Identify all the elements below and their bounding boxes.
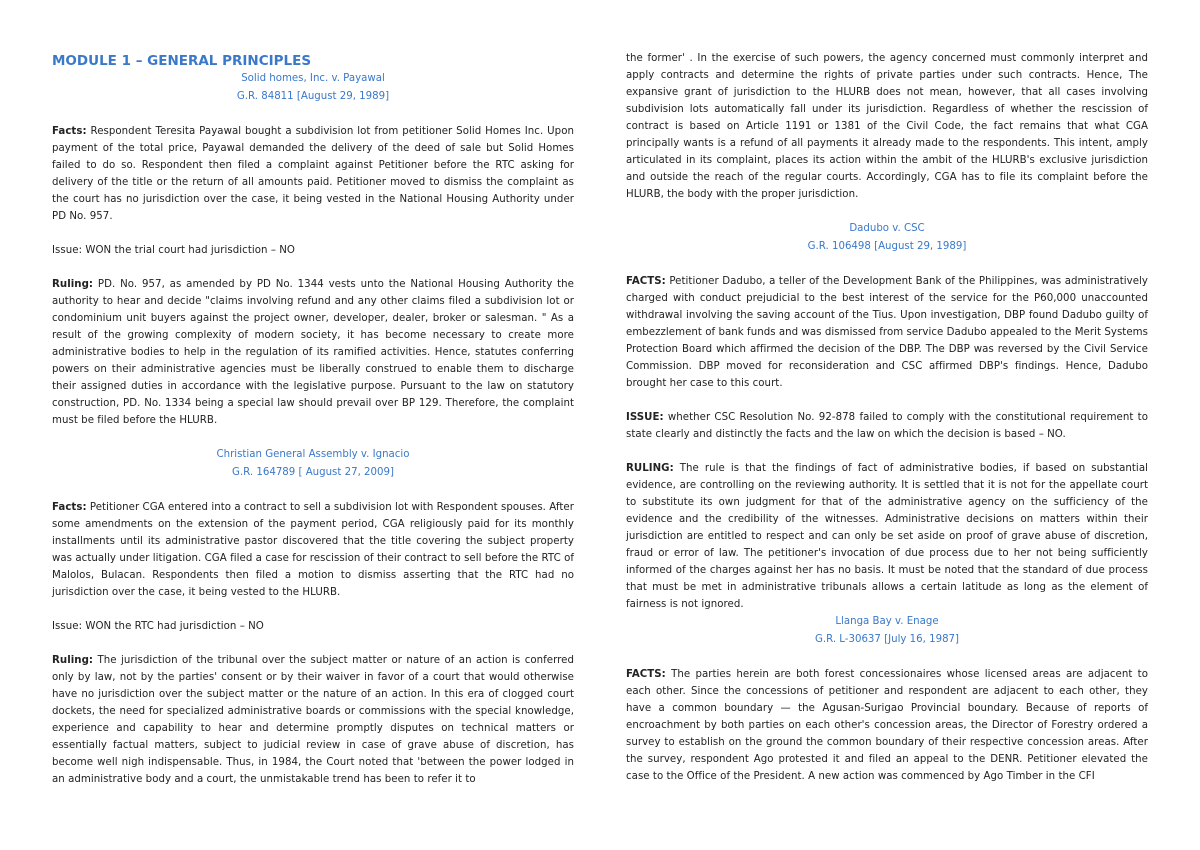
case-gr-number: G.R. 84811 [August 29, 1989] bbox=[236, 91, 390, 102]
case-gr-number: G.R. L-30637 [July 16, 1987] bbox=[814, 634, 960, 645]
case-gr-number: G.R. 106498 [August 29, 1989] bbox=[807, 241, 967, 252]
issue-paragraph: ISSUE: whether CSC Resolution No. 92-878 failed to comply with the constitutional requirement to state clearly and distinctly the facts and the law on which the decision is based – NO. bbox=[626, 412, 1148, 440]
ruling-paragraph: RULING: The rule is that the findings of fact of administrative bodies, if based on substantial evidence, are controlling on the reviewing authority. It is settled that it is not for the appellate court to substitute its own judgment for that of the administrative agency on the sufficiency of the evidence and the credibility of the witnesses. Administrative decisions on matters within their jurisdiction are entitled to respect and can only be set aside on proof of grave abuse of discretion, fraud or error of law. The petitioner's invocation of due process due to her not being sufficiently informed of the charges against her has no basis. It must be noted that the standard of due process that must be met in administrative tribunals allows a certain latitude as long as the element of fairness is not ignored. bbox=[626, 463, 1148, 610]
issue-paragraph: Issue: WON the RTC had jurisdiction – NO bbox=[52, 621, 264, 632]
ruling-paragraph: Ruling: PD. No. 957, as amended by PD No. 1344 vests unto the National Housing Authority the authority to hear and decide "claims involving refund and any other claims filed a subdivision lot or condominium unit buyers against the project owner, developer, dealer, broker or salesman. " As a result of the growing complexity of modern society, it has become necessary to create more administrative bodies to help in the regulation of its ramified activities. Hence, statutes conferring powers on their administrative agencies must be liberally construed to enable them to discharge their assigned duties in accordance with the legislative purpose. Pursuant to the law on statutory construction, PD. No. 1334 being a special law should prevail over BP 129. Therefore, the complaint must be filed before the HLURB. bbox=[52, 279, 574, 426]
left-column bbox=[52, 50, 574, 788]
case-title: Llanga Bay v. Enage bbox=[835, 616, 939, 627]
module-title: MODULE 1 – GENERAL PRINCIPLES bbox=[52, 53, 312, 69]
right-column bbox=[626, 50, 1148, 785]
facts-paragraph: Facts: Petitioner CGA entered into a contract to sell a subdivision lot with Respondent spouses. After some amendments on the extension of the payment period, CGA religiously paid for its monthly installments until its administrative pastor discovered that the title covering the subject property was actually under litigation. CGA filed a case for rescission of their contract to sell before the RTC of Malolos, Bulacan. Respondents then filed a motion to dismiss asserting that the RTC had no jurisdiction over the case, it being vested to the HLURB. bbox=[52, 502, 574, 598]
case-title: Christian General Assembly v. Ignacio bbox=[216, 449, 410, 460]
ruling-continuation-paragraph: the former' . In the exercise of such powers, the agency concerned must commonly interpret and apply contracts and determine the rights of private parties under such contracts. Hence, The expansive grant of jurisdiction to the HLURB does not mean, however, that all cases involving subdivision lots automatically fall under its jurisdiction. Regardless of whether the rescission of contract is based on Article 1191 or 1381 of the Civil Code, the fact remains that what CGA principally wants is a refund of all payments it already made to the respondents. This intent, amply articulated in its complaint, places its action within the ambit of the HLURB's exclusive jurisdiction and outside the reach of the regular courts. Accordingly, CGA has to file its complaint before the HLURB, the body with the proper jurisdiction. bbox=[626, 53, 1148, 200]
ruling-paragraph: Ruling: The jurisdiction of the tribunal over the subject matter or nature of an action is conferred only by law, not by the parties' consent or by their waiver in favor of a court that would otherwise have no jurisdiction over the subject matter or the nature of an action. In this era of clogged court dockets, the need for specialized administrative boards or commissions with the special knowledge, experience and capability to hear and determine promptly disputes on technical matters or essentially factual matters, subject to judicial review in case of grave abuse of discretion, has become well nigh indispensable. Thus, in 1984, the Court noted that 'between the power lodged in an administrative body and a court, the unmistakable trend has been to refer it to bbox=[52, 655, 574, 785]
facts-paragraph: FACTS: The parties herein are both forest concessionaires whose licensed areas are adjacent to each other. Since the concessions of petitioner and respondent are adjacent to each other, they have a common boundary — the Agusan-Surigao Provincial boundary. Because of reports of encroachment by both parties on each other's concession areas, the Director of Forestry ordered a survey to establish on the ground the common boundary of their respective concession areas. After the survey, respondent Ago protested it and filed an appeal to the DENR. Petitioner elevated the case to the Office of the President. A new action was commenced by Ago Timber in the CFI bbox=[626, 669, 1148, 782]
case-title: Solid homes, Inc. v. Payawal bbox=[241, 73, 385, 84]
facts-paragraph: Facts: Respondent Teresita Payawal bought a subdivision lot from petitioner Solid Homes Inc. Upon payment of the total price, Payawal demanded the delivery of the deed of sale but Solid Homes failed to do so. Respondent then filed a complaint against Petitioner before the RTC asking for delivery of the title or the return of all amounts paid. Petitioner moved to dismiss the complaint as the court has no jurisdiction over the case, it being vested in the National Housing Authority under PD No. 957. bbox=[52, 126, 574, 222]
issue-paragraph: Issue: WON the trial court had jurisdiction – NO bbox=[52, 245, 295, 256]
case-title: Dadubo v. CSC bbox=[849, 223, 925, 234]
facts-paragraph: FACTS: Petitioner Dadubo, a teller of the Development Bank of the Philippines, was administratively charged with conduct prejudicial to the best interest of the service for the P60,000 unaccounted withdrawal involving the saving account of the Tius. Upon investigation, DBP found Dadubo guilty of embezzlement of bank funds and was dismissed from service Dadubo appealed to the Merit Systems Protection Board which affirmed the decision of the DBP. The DBP was reversed by the Civil Service Commission. DBP moved for reconsideration and CSC affirmed DBP's findings. Hence, Dadubo brought her case to this court. bbox=[626, 276, 1148, 389]
case-gr-number: G.R. 164789 [ August 27, 2009] bbox=[232, 467, 394, 478]
